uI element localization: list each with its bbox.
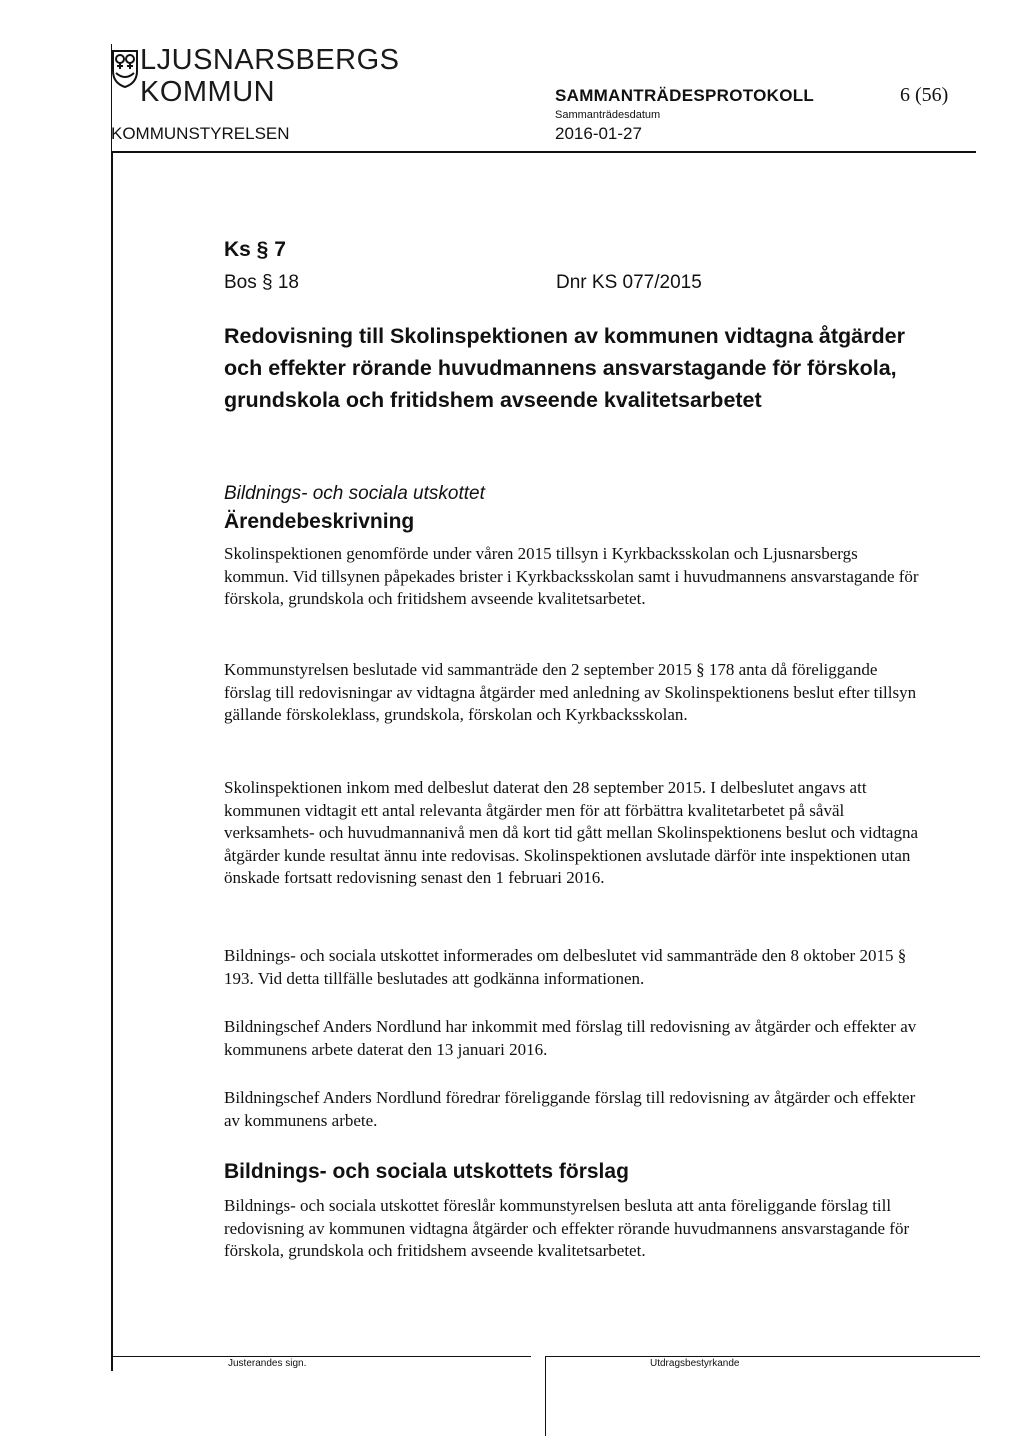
municipality-crest-icon [111, 49, 139, 89]
ks-paragraph-number: Ks § 7 [224, 238, 286, 261]
signature-line [111, 1356, 531, 1357]
left-margin-rule [111, 151, 113, 1371]
document-type: SAMMANTRÄDESPROTOKOLL [555, 86, 815, 105]
description-heading: Ärendebeskrivning [224, 510, 415, 533]
footer-divider [545, 1356, 546, 1436]
body-paragraph: Bildningschef Anders Nordlund har inkommit med förslag till redovisning av åtgärder och effekter av kommunens arbete daterat den 13 januari 2016. [224, 1017, 917, 1059]
case-diary-number: Dnr KS 077/2015 [556, 272, 702, 293]
body-paragraph: Kommunstyrelsen beslutade vid sammanträde den 2 september 2015 § 178 anta då föreliggande förslag till redovisningar av vidtagna åtgärder med anledning av Skolinspektionens beslut efter tillsyn gällande förskoleklass, grundskola, förskolan och Kyrkbacksskolan. [224, 660, 917, 725]
body-paragraph: Skolinspektionen genomförde under våren 2015 tillsyn i Kyrkbacksskolan och Ljusnarsbergs kommun. Vid tillsynen påpekades brister i Kyrkbacksskolan samt i huvudmannens ansvarstagande för förskola, grundskola och fritidshem avseende kvalitetsarbetet. [224, 544, 919, 609]
page-number: 6 (56) [900, 84, 949, 106]
department-name: KOMMUNSTYRELSEN [111, 124, 290, 143]
extract-line [545, 1356, 980, 1357]
header-divider [111, 151, 976, 153]
committee-name: Bildnings- och sociala utskottet [224, 483, 485, 504]
bos-paragraph-number: Bos § 18 [224, 272, 299, 293]
meeting-date: 2016-01-27 [555, 124, 642, 143]
body-paragraph: Bildningschef Anders Nordlund föredrar föreliggande förslag till redovisning av åtgärder och effekter av kommunens arbete. [224, 1088, 916, 1130]
signature-label: Justerandes sign. [228, 1358, 307, 1369]
proposal-heading: Bildnings- och sociala utskottets förslag [224, 1160, 629, 1183]
organization-name [140, 44, 400, 108]
body-paragraph: Skolinspektionen inkom med delbeslut daterat den 28 september 2015. I delbeslutet angavs att kommunen vidtagit ett antal relevanta åtgärder men för att förbättra kvalitetarbetet på såväl verksamhets- och huvudmannanivå men då kort tid gått mellan Skolinspektionens beslut och vidtagna åtgärder kunde resultat ännu inte redovisas. Skolinspektionen avslutade därför inte inspektionen utan önskade fortsatt redovisning senast den 1 februari 2016. [224, 778, 919, 888]
proposal-text: Bildnings- och sociala utskottet föreslår kommunstyrelsen besluta att anta föreliggande förslag till redovisning av kommunen vidtagna åtgärder och effekter rörande huvudmannens ansvarstagande för förskola, grundskola och fritidshem avseende kvalitetsarbetet. [224, 1196, 910, 1261]
meeting-date-label: Sammanträdesdatum [555, 109, 661, 121]
org-name-line1: LJUSNARSBERGS [140, 44, 400, 76]
case-title: Redovisning till Skolinspektionen av kommunen vidtagna åtgärder och effekter rörande huvudmannens ansvarstagande för förskola, grundskola och fritidshem avseende kvalitetsarbetet [224, 324, 905, 412]
extract-label: Utdragsbestyrkande [650, 1358, 740, 1369]
org-name-line2: KOMMUN [140, 76, 276, 108]
body-paragraph: Bildnings- och sociala utskottet informerades om delbeslutet vid sammanträde den 8 oktober 2015 § 193. Vid detta tillfälle beslutades att godkänna informationen. [224, 946, 907, 988]
